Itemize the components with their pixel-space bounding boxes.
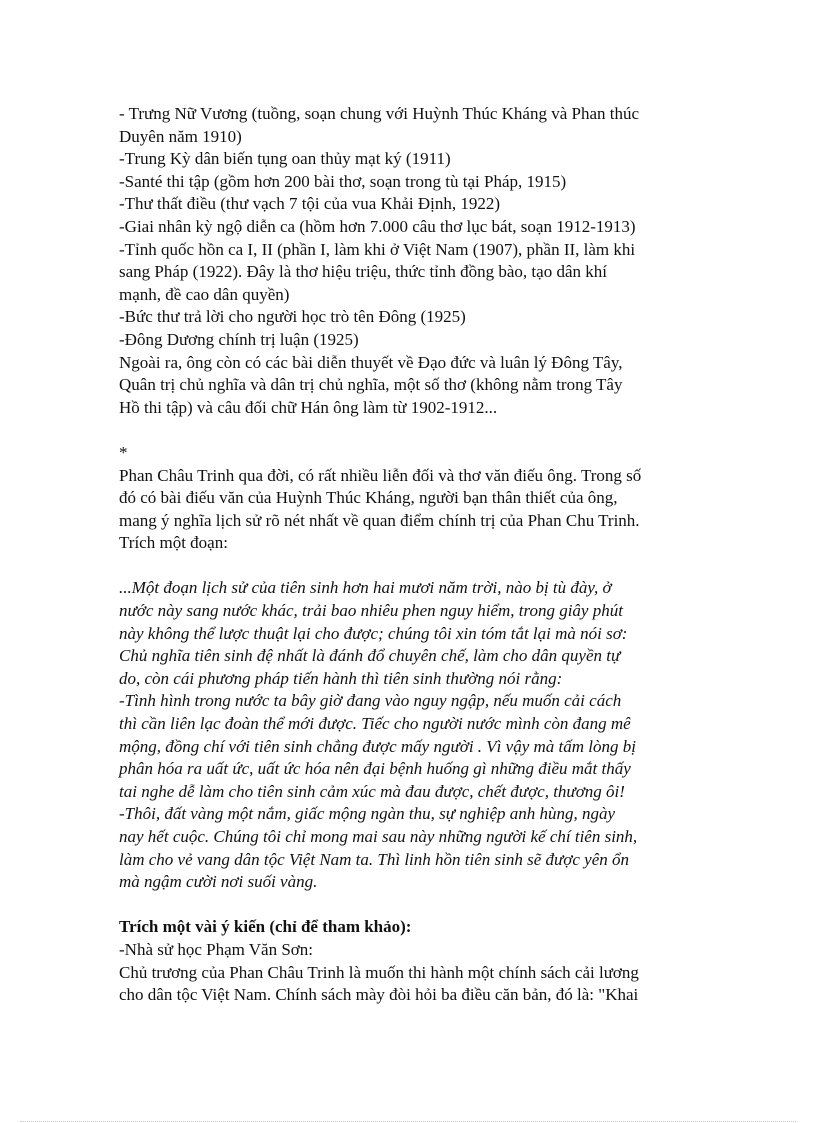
quote-line: thì cần liên lạc đoàn thể mới được. Tiếc cho người nước mình còn đang mê (119, 714, 631, 734)
works-line: -Bức thư trả lời cho người học trò tên Đông (1925) (119, 307, 466, 327)
page-content (119, 103, 704, 1007)
opinion-line: cho dân tộc Việt Nam. Chính sách mày đòi hỏi ba điều căn bản, đó là: "Khai (119, 985, 639, 1005)
works-line: Duyên năm 1910) (119, 126, 242, 146)
opinions-section (119, 939, 704, 1007)
works-line: -Đông Dương chính trị luận (1925) (119, 329, 359, 349)
quote-line: làm cho vẻ vang dân tộc Việt Nam ta. Thì linh hồn tiên sinh sẽ được yên ổn (119, 849, 629, 869)
quote-line: nay hết cuộc. Chúng tôi chỉ mong mai sau này những người kế chí tiên sinh, (119, 827, 638, 846)
quote-line: tai nghe dễ làm cho tiên sinh cảm xúc mà đau được, chết được, thương ôi! (119, 781, 625, 801)
intro-line: Trích một đoạn: (119, 533, 228, 553)
works-list (119, 103, 704, 419)
eulogy-intro (119, 465, 704, 555)
works-line: -Santé thi tập (gồm hơn 200 bài thơ, soạn trong tù tại Pháp, 1915) (119, 171, 567, 191)
works-line: sang Pháp (1922). Đây là thơ hiệu triệu, thức tỉnh đồng bào, tạo dân khí (119, 262, 607, 282)
intro-line: mang ý nghĩa lịch sử rõ nét nhất về quan điểm chính trị của Phan Chu Trinh. (119, 510, 640, 530)
quote-line: phân hóa ra uất ức, uất ức hóa nên đại bệnh huống gì những điều mắt thấy (119, 759, 631, 779)
works-line: -Giai nhân kỳ ngộ diễn ca (hồm hơn 7.000 câu thơ lục bát, soạn 1912-1913) (119, 216, 636, 236)
quote-line: Chủ nghĩa tiên sinh đệ nhất là đánh đổ chuyên chế, làm cho dân quyền tự (119, 646, 621, 666)
works-line: Hồ thi tập) và câu đối chữ Hán ông làm từ 1902-1912... (119, 397, 498, 417)
opinion-line: Chủ trương của Phan Châu Trinh là muốn thi hành một chính sách cải lương (119, 962, 639, 982)
eulogy-quote (119, 577, 704, 893)
intro-line: đó có bài điếu văn của Huỳnh Thúc Kháng, người bạn thân thiết của ông, (119, 488, 618, 508)
section-separator: * (119, 442, 128, 462)
quote-line: ...Một đoạn lịch sử của tiên sinh hơn hai mươi năm trời, nào bị tù đày, ở (119, 578, 612, 598)
works-line: Quân trị chủ nghĩa và dân trị chủ nghĩa, một số thơ (không nằm trong Tây (119, 375, 623, 395)
works-line: - Trưng Nữ Vương (tuồng, soạn chung với Huỳnh Thúc Kháng và Phan thúc (119, 104, 640, 123)
blank-line (119, 419, 704, 442)
blank-line (119, 894, 704, 917)
works-line: -Trung Kỳ dân biến tụng oan thủy mạt ký (1911) (119, 149, 451, 169)
opinion-line: -Nhà sử học Phạm Văn Sơn: (119, 939, 314, 959)
works-line: -Tỉnh quốc hồn ca I, II (phần I, làm khi ở Việt Nam (1907), phần II, làm khi (119, 239, 636, 259)
quote-line: -Thôi, đất vàng một nắm, giấc mộng ngàn thu, sự nghiệp anh hùng, ngày (119, 804, 616, 824)
works-line: mạnh, đề cao dân quyền) (119, 284, 290, 304)
works-line: -Thư thất điều (thư vạch 7 tội của vua Khải Định, 1922) (119, 194, 500, 214)
quote-line: mộng, đồng chí với tiên sinh chẳng được mấy người . Vì vậy mà tấm lòng bị (119, 736, 636, 756)
page-bottom-divider (20, 1121, 796, 1122)
blank-line (119, 555, 704, 578)
works-line: Ngoài ra, ông còn có các bài diễn thuyết về Đạo đức và luân lý Đông Tây, (119, 352, 623, 372)
intro-line: Phan Châu Trinh qua đời, có rất nhiều liễn đối và thơ văn điếu ông. Trong số (119, 465, 642, 485)
quote-line: này không thể lược thuật lại cho được; chúng tôi xin tóm tắt lại mà nói sơ: (119, 623, 628, 643)
quote-line: mà ngậm cười nơi suối vàng. (119, 872, 318, 892)
quote-line: do, còn cái phương pháp tiến hành thì tiên sinh thường nói rằng: (119, 668, 563, 688)
quote-line: -Tình hình trong nước ta bây giờ đang vào nguy ngập, nếu muốn cải cách (119, 691, 622, 711)
quote-line: nước này sang nước khác, trải bao nhiêu phen nguy hiểm, trong giây phút (119, 601, 623, 621)
opinions-heading: Trích một vài ý kiến (chỉ để tham khảo): (119, 917, 412, 937)
